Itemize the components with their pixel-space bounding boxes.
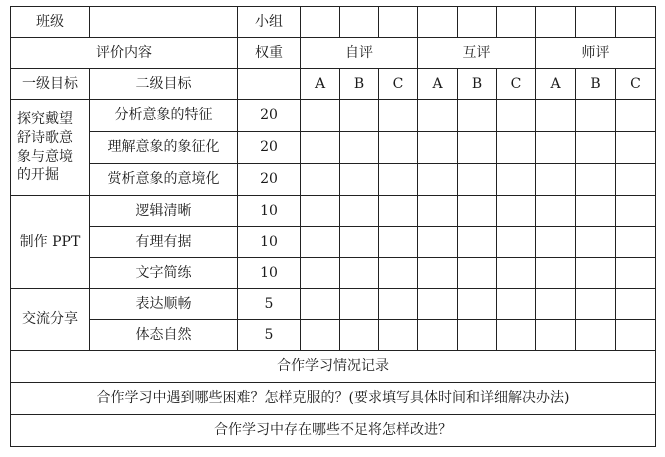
weight-value: 20 [238, 132, 301, 164]
score-cell[interactable] [418, 196, 458, 227]
score-cell[interactable] [301, 164, 340, 196]
score-cell[interactable] [536, 258, 576, 289]
weight-value: 10 [238, 258, 301, 289]
weight-value: 20 [238, 100, 301, 132]
score-cell[interactable] [616, 258, 656, 289]
score-cell[interactable] [340, 196, 379, 227]
grade-header: C [616, 69, 656, 100]
group-cell[interactable] [379, 7, 418, 38]
record-title: 合作学习情况记录 [11, 351, 656, 383]
score-cell[interactable] [576, 100, 616, 132]
level2-goal: 表达顺畅 [90, 289, 238, 320]
score-cell[interactable] [497, 132, 536, 164]
score-cell[interactable] [497, 196, 536, 227]
level2-goal: 有理有据 [90, 227, 238, 258]
score-cell[interactable] [458, 227, 497, 258]
score-cell[interactable] [497, 289, 536, 320]
score-cell[interactable] [379, 289, 418, 320]
grade-header: A [301, 69, 340, 100]
score-cell[interactable] [340, 320, 379, 351]
group-cell[interactable] [301, 7, 340, 38]
grade-header: A [536, 69, 576, 100]
table-row [11, 196, 656, 227]
record-title-row [11, 351, 656, 383]
score-cell[interactable] [301, 320, 340, 351]
table-row [11, 289, 656, 320]
score-cell[interactable] [576, 258, 616, 289]
question-row [11, 383, 656, 415]
weight-blank-cell [238, 69, 301, 100]
grade-header: B [340, 69, 379, 100]
score-cell[interactable] [301, 227, 340, 258]
score-cell[interactable] [536, 227, 576, 258]
score-cell[interactable] [418, 320, 458, 351]
evaluation-table [10, 6, 656, 447]
score-cell[interactable] [536, 289, 576, 320]
score-cell[interactable] [379, 164, 418, 196]
score-cell[interactable] [616, 164, 656, 196]
score-cell[interactable] [301, 258, 340, 289]
self-eval-header: 自评 [301, 38, 418, 69]
weight-value: 10 [238, 227, 301, 258]
peer-eval-header: 互评 [418, 38, 536, 69]
score-cell[interactable] [458, 289, 497, 320]
score-cell[interactable] [458, 196, 497, 227]
score-cell[interactable] [536, 132, 576, 164]
grade-header: C [497, 69, 536, 100]
score-cell[interactable] [497, 320, 536, 351]
score-cell[interactable] [379, 227, 418, 258]
grade-header-row [11, 69, 656, 100]
score-cell[interactable] [576, 164, 616, 196]
score-cell[interactable] [536, 100, 576, 132]
grade-header: A [418, 69, 458, 100]
level2-goal: 文字简练 [90, 258, 238, 289]
score-cell[interactable] [379, 100, 418, 132]
score-cell[interactable] [301, 196, 340, 227]
score-cell[interactable] [418, 227, 458, 258]
score-cell[interactable] [379, 132, 418, 164]
score-cell[interactable] [497, 258, 536, 289]
score-cell[interactable] [497, 164, 536, 196]
score-cell[interactable] [418, 132, 458, 164]
score-cell[interactable] [379, 258, 418, 289]
group-cell[interactable] [418, 7, 458, 38]
class-group-row [11, 7, 656, 38]
grade-header: B [458, 69, 497, 100]
level2-header: 二级目标 [90, 69, 238, 100]
score-cell[interactable] [616, 132, 656, 164]
weight-value: 5 [238, 289, 301, 320]
group-cell[interactable] [458, 7, 497, 38]
weight-value: 5 [238, 320, 301, 351]
group-label: 小组 [238, 7, 301, 38]
group-cell[interactable] [616, 7, 656, 38]
level2-goal: 赏析意象的意境化 [90, 164, 238, 196]
score-cell[interactable] [536, 320, 576, 351]
grade-header: B [576, 69, 616, 100]
score-cell[interactable] [576, 227, 616, 258]
group-cell[interactable] [576, 7, 616, 38]
score-cell[interactable] [458, 258, 497, 289]
score-cell[interactable] [340, 164, 379, 196]
score-cell[interactable] [497, 100, 536, 132]
score-cell[interactable] [576, 289, 616, 320]
score-cell[interactable] [340, 289, 379, 320]
level1-goal: 交流分享 [11, 289, 90, 351]
score-cell[interactable] [379, 320, 418, 351]
teacher-eval-header: 师评 [536, 38, 656, 69]
score-cell[interactable] [458, 100, 497, 132]
score-cell[interactable] [576, 132, 616, 164]
table-row [11, 164, 656, 196]
score-cell[interactable] [379, 196, 418, 227]
group-cell[interactable] [536, 7, 576, 38]
score-cell[interactable] [301, 132, 340, 164]
column-header-row [11, 38, 656, 69]
score-cell[interactable] [458, 164, 497, 196]
score-cell[interactable] [497, 227, 536, 258]
score-cell[interactable] [301, 100, 340, 132]
evaluation-form [10, 6, 656, 447]
score-cell[interactable] [418, 164, 458, 196]
class-value-cell[interactable] [90, 7, 238, 38]
level2-goal: 分析意象的特征 [90, 100, 238, 132]
question-difficulties[interactable]: 合作学习中遇到哪些困难？怎样克服的？(要求填写具体时间和详细解决办法) [11, 383, 656, 415]
score-cell[interactable] [536, 196, 576, 227]
table-row [11, 132, 656, 164]
score-cell[interactable] [536, 164, 576, 196]
score-cell[interactable] [616, 227, 656, 258]
level1-goal: 探究戴望舒诗歌意象与意境的开掘 [11, 100, 90, 196]
table-row [11, 258, 656, 289]
score-cell[interactable] [458, 320, 497, 351]
score-cell[interactable] [576, 320, 616, 351]
score-cell[interactable] [340, 100, 379, 132]
level2-goal: 逻辑清晰 [90, 196, 238, 227]
score-cell[interactable] [458, 132, 497, 164]
level2-goal: 理解意象的象征化 [90, 132, 238, 164]
weight-value: 10 [238, 196, 301, 227]
score-cell[interactable] [418, 258, 458, 289]
score-cell[interactable] [616, 100, 656, 132]
level1-header: 一级目标 [11, 69, 90, 100]
level2-goal: 体态自然 [90, 320, 238, 351]
class-label: 班级 [11, 7, 90, 38]
score-cell[interactable] [340, 258, 379, 289]
content-header: 评价内容 [11, 38, 238, 69]
question-improvements[interactable]: 合作学习中存在哪些不足将怎样改进？ [11, 415, 656, 447]
score-cell[interactable] [616, 289, 656, 320]
weight-header: 权重 [238, 38, 301, 69]
score-cell[interactable] [340, 227, 379, 258]
score-cell[interactable] [418, 100, 458, 132]
group-cell[interactable] [340, 7, 379, 38]
question-row [11, 415, 656, 447]
weight-value: 20 [238, 164, 301, 196]
score-cell[interactable] [418, 289, 458, 320]
table-row [11, 320, 656, 351]
score-cell[interactable] [616, 320, 656, 351]
score-cell[interactable] [576, 196, 616, 227]
table-row [11, 100, 656, 132]
level1-goal: 制作 PPT [11, 196, 90, 289]
score-cell[interactable] [616, 196, 656, 227]
grade-header: C [379, 69, 418, 100]
score-cell[interactable] [340, 132, 379, 164]
score-cell[interactable] [301, 289, 340, 320]
group-cell[interactable] [497, 7, 536, 38]
table-row [11, 227, 656, 258]
